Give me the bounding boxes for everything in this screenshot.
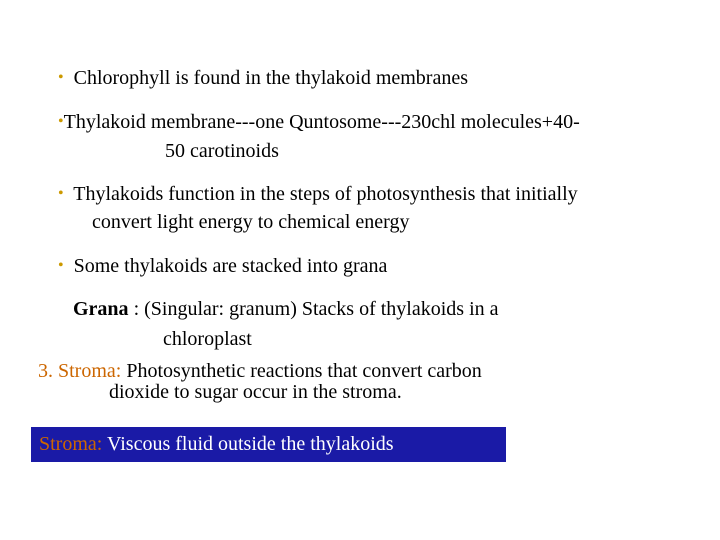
bullet-2-text-2: 50 carotinoids	[165, 140, 279, 162]
stroma-definition	[39, 431, 394, 457]
bullet-icon: •	[58, 185, 64, 202]
stroma-point-line-2	[109, 379, 402, 405]
bullet-3-line-2	[92, 209, 409, 235]
bullet-3-text-1: Thylakoids function in the steps of photosynthesis that initially	[73, 183, 578, 205]
grana-definition-line-2	[163, 326, 252, 352]
bullet-1	[58, 65, 468, 91]
bullet-3-text-2: convert light energy to chemical energy	[92, 211, 410, 233]
stroma-point-text-1: Photosynthetic reactions that convert carbon	[121, 360, 482, 382]
bullet-icon: •	[58, 257, 64, 274]
grana-definition-line-1	[73, 296, 499, 322]
grana-term: Grana	[73, 298, 129, 320]
stroma-point-label: 3. Stroma:	[38, 360, 122, 382]
stroma-box-text: Viscous fluid outside the thylakoids	[102, 433, 394, 455]
bullet-icon: •	[58, 69, 64, 86]
stroma-point-text-2: dioxide to sugar occur in the stroma.	[109, 381, 402, 403]
bullet-2-line-1	[58, 109, 580, 135]
stroma-box-label: Stroma:	[39, 433, 103, 455]
bullet-2-line-2	[165, 138, 279, 164]
bullet-2-text-1: Thylakoid membrane---one Quntosome---230chl molecules+40-	[63, 111, 580, 133]
bullet-3-line-1	[58, 181, 578, 207]
bullet-icon: •	[58, 113, 64, 130]
stroma-definition-box	[31, 427, 506, 462]
bullet-1-text: Chlorophyll is found in the thylakoid membranes	[73, 67, 469, 89]
bullet-4-text: Some thylakoids are stacked into grana	[73, 255, 388, 277]
bullet-4	[58, 253, 387, 279]
grana-def-2: chloroplast	[163, 328, 252, 350]
grana-def-1: : (Singular: granum) Stacks of thylakoids in a	[128, 298, 499, 320]
